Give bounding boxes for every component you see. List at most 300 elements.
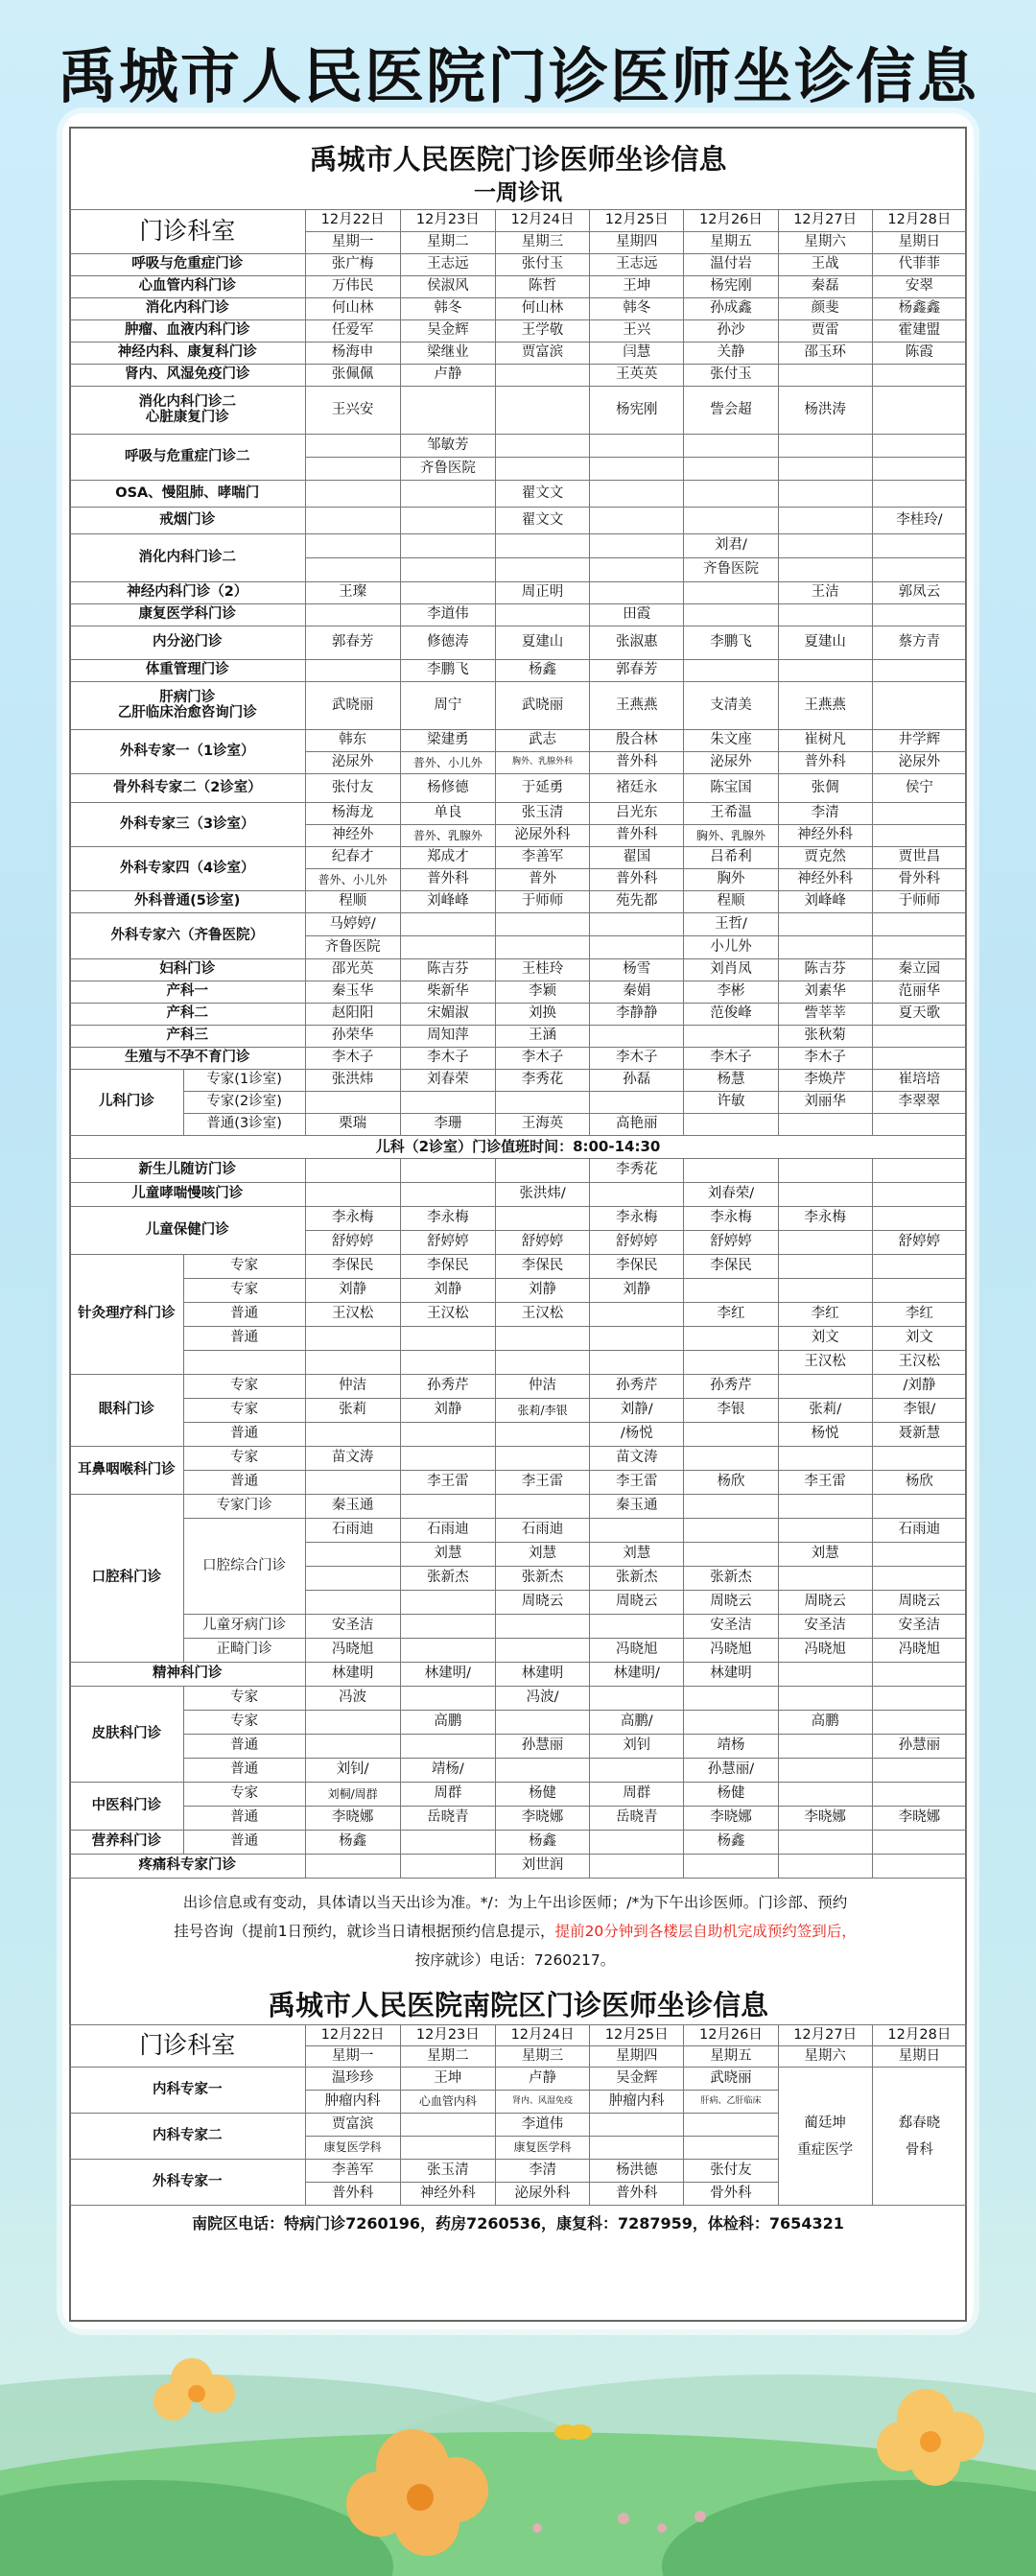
notice-line-2 — [79, 1917, 952, 1946]
doctor-cell: 霍建盟 — [872, 320, 966, 343]
doctor-cell: 冯晓旭 — [684, 1639, 778, 1663]
doctor-cell: 王涵 — [495, 1026, 589, 1048]
doctor-cell: 孙秀芹 — [400, 1375, 495, 1399]
doctor-cell: 夏建山 — [495, 626, 589, 660]
doctor-cell — [400, 1327, 495, 1351]
date-cell: 12月23日 — [400, 2025, 495, 2046]
weekday-cell: 星期五 — [684, 2046, 778, 2068]
doctor-cell — [872, 1831, 966, 1855]
doctor-cell: 王汉松 — [872, 1351, 966, 1375]
date-cell: 12月28日 — [872, 2025, 966, 2046]
doctor-cell: 邹敏芳 — [400, 435, 495, 458]
doctor-cell: 侯淑风 — [400, 276, 495, 298]
doctor-cell — [400, 534, 495, 558]
specialty-cell — [778, 558, 872, 582]
doctor-cell — [778, 1855, 872, 1879]
specialty-cell: 普外、乳腺外 — [400, 825, 495, 847]
doctor-cell — [872, 604, 966, 626]
dept-label: 肝病门诊 — [159, 690, 216, 706]
doctor-cell: 刘静/ — [590, 1399, 684, 1423]
doctor-cell: 张新杰 — [684, 1567, 778, 1591]
doctor-cell — [495, 387, 589, 435]
doctor-cell — [400, 913, 495, 936]
doctor-cell — [872, 1687, 966, 1711]
specialty-cell: 肿瘤内科 — [590, 2091, 684, 2114]
doctor-cell — [872, 1114, 966, 1136]
doctor-cell: 安圣洁 — [305, 1615, 400, 1639]
doctor-cell: 任爱军 — [305, 320, 400, 343]
date-cell: 12月27日 — [778, 210, 872, 232]
doctor-cell: 张广梅 — [305, 254, 400, 276]
specialty-cell: 泌尿外科 — [495, 825, 589, 847]
weekday-cell: 星期日 — [872, 2046, 966, 2068]
sat-cell — [778, 2068, 872, 2206]
doctor-cell: 柴新华 — [400, 981, 495, 1004]
doctor-cell — [590, 1687, 684, 1711]
doctor-cell: 杨健 — [495, 1783, 589, 1807]
doctor-cell — [872, 1447, 966, 1471]
dept-cell: 针灸理疗科门诊 — [70, 1255, 184, 1375]
doctor-cell — [778, 508, 872, 534]
doctor-cell: 蔡方青 — [872, 626, 966, 660]
doctor-cell — [684, 1327, 778, 1351]
doctor-cell — [590, 2114, 684, 2137]
doctor-cell: 梁继业 — [400, 343, 495, 365]
specialty-cell — [495, 458, 589, 481]
doctor-cell: 李木子 — [305, 1048, 400, 1070]
doctor-cell — [495, 1447, 589, 1471]
dept-cell: 中医科门诊 — [70, 1783, 184, 1831]
weekday-cell: 星期一 — [305, 232, 400, 254]
dept-label: 外科专家一（1诊室） — [119, 743, 255, 759]
dept-cell — [70, 435, 306, 481]
doctor-cell: 刘慧 — [590, 1543, 684, 1567]
doctor-cell: /刘静 — [872, 1375, 966, 1399]
specialty-cell — [684, 458, 778, 481]
dept-cell — [70, 298, 306, 320]
doctor-cell: 张付友 — [684, 2160, 778, 2183]
specialty-cell: 骨外科 — [872, 869, 966, 891]
specialty-cell — [872, 558, 966, 582]
doctor-cell — [590, 582, 684, 604]
notice-line-2b: 提前20分钟到各楼层自助机完成预约签到后， — [554, 1923, 857, 1940]
doctor-cell — [400, 1351, 495, 1375]
doctor-cell — [778, 1114, 872, 1136]
doctor-cell: 靖杨 — [684, 1735, 778, 1759]
specialty-cell — [872, 825, 966, 847]
date-cell: 12月25日 — [590, 2025, 684, 2046]
doctor-cell: 李保民 — [590, 1255, 684, 1279]
specialty-cell: 齐鲁医院 — [400, 458, 495, 481]
doctor-cell: 李永梅 — [400, 1207, 495, 1231]
doctor-cell: 吴金辉 — [590, 2068, 684, 2091]
sat-specialty: 重症医学 — [797, 2141, 854, 2158]
doctor-cell: 李红 — [778, 1303, 872, 1327]
specialty-cell: 舒婷婷 — [872, 1231, 966, 1255]
dept-label: 体重管理门诊 — [145, 662, 229, 678]
doctor-cell — [684, 1855, 778, 1879]
specialty-cell — [305, 458, 400, 481]
dept-cell — [70, 481, 306, 508]
doctor-cell — [872, 660, 966, 682]
specialty-cell: 齐鲁医院 — [305, 936, 400, 959]
butterfly-icon — [554, 2424, 592, 2440]
doctor-cell: 支清美 — [684, 682, 778, 730]
doctor-cell — [872, 365, 966, 387]
doctor-cell: 周晓云 — [684, 1591, 778, 1615]
doctor-cell: 王学敬 — [495, 320, 589, 343]
dept-cell — [70, 959, 306, 981]
doctor-cell: 武晓丽 — [684, 2068, 778, 2091]
dept-cell: 内科专家二 — [70, 2114, 306, 2160]
doctor-cell — [684, 1423, 778, 1447]
doctor-cell: 李永梅 — [590, 1207, 684, 1231]
doctor-cell: 王璨 — [305, 582, 400, 604]
doctor-cell: 安圣洁 — [778, 1615, 872, 1639]
dept-cell — [70, 847, 306, 891]
doctor-cell: 秦立园 — [872, 959, 966, 981]
doctor-cell — [305, 534, 400, 558]
doctor-cell: 翟文文 — [495, 481, 589, 508]
dept-label: 儿童保健门诊 — [145, 1221, 229, 1238]
doctor-cell: 王燕燕 — [778, 682, 872, 730]
doctor-cell: 赵阳阳 — [305, 1004, 400, 1026]
dept-label: 外科专家四（4诊室） — [119, 860, 255, 876]
weekday-cell: 星期四 — [590, 232, 684, 254]
doctor-cell: 李木子 — [400, 1048, 495, 1070]
doctor-cell — [400, 1447, 495, 1471]
doctor-cell: 刘慧 — [495, 1543, 589, 1567]
doctor-cell: 安圣洁 — [684, 1615, 778, 1639]
dept-cell: 眼科门诊 — [70, 1375, 184, 1447]
doctor-cell — [778, 1183, 872, 1207]
doctor-cell — [684, 1687, 778, 1711]
dept-cell — [70, 1207, 306, 1255]
doctor-cell: 冯晓旭 — [872, 1639, 966, 1663]
doctor-cell — [778, 913, 872, 936]
sun-cell — [872, 2068, 966, 2206]
dept-cell — [70, 774, 306, 803]
weekday-cell: 星期四 — [590, 2046, 684, 2068]
doctor-cell: 贾克然 — [778, 847, 872, 869]
sub-cell: 普通 — [183, 1423, 305, 1447]
doctor-cell: 刘君/ — [684, 534, 778, 558]
doctor-cell: 温付岩 — [684, 254, 778, 276]
main-schedule-table — [69, 209, 967, 1879]
doctor-cell — [684, 481, 778, 508]
doctor-cell: 杨鑫鑫 — [872, 298, 966, 320]
doctor-cell — [684, 1543, 778, 1567]
doctor-cell: 苑先都 — [590, 891, 684, 913]
doctor-cell: 田霞 — [590, 604, 684, 626]
doctor-cell: 张莉/ — [778, 1399, 872, 1423]
doctor-cell: 刘慧 — [778, 1543, 872, 1567]
doctor-cell — [778, 1759, 872, 1783]
doctor-cell: 李王雷 — [590, 1471, 684, 1495]
doctor-cell: 李焕芹 — [778, 1070, 872, 1092]
doctor-cell — [872, 387, 966, 435]
doctor-cell: 温珍珍 — [305, 2068, 400, 2091]
doctor-cell: 杨欣 — [872, 1471, 966, 1495]
doctor-cell — [872, 1783, 966, 1807]
sub-cell: 普通 — [183, 1303, 305, 1327]
doctor-cell — [590, 481, 684, 508]
dept-cell — [70, 803, 306, 847]
specialty-cell: 舒婷婷 — [684, 1231, 778, 1255]
doctor-cell: 孙慧丽/ — [684, 1759, 778, 1783]
doctor-cell — [872, 1026, 966, 1048]
doctor-cell — [778, 1447, 872, 1471]
doctor-cell — [305, 660, 400, 682]
doctor-cell: 秦娟 — [590, 981, 684, 1004]
weekday-cell: 星期三 — [495, 232, 589, 254]
specialty-cell — [495, 558, 589, 582]
doctor-cell: 孙荣华 — [305, 1026, 400, 1048]
dept-label: 内分泌门诊 — [153, 634, 223, 650]
doctor-cell: 刘桐/周群 — [305, 1783, 400, 1807]
doctor-cell: 代菲菲 — [872, 254, 966, 276]
doctor-cell: 李清 — [778, 803, 872, 825]
doctor-cell: 安翠 — [872, 276, 966, 298]
doctor-cell: 林建明/ — [590, 1663, 684, 1687]
doctor-cell: 翟文文 — [495, 508, 589, 534]
dept-cell: 新生儿随访门诊 — [70, 1159, 306, 1183]
doctor-cell: 张洪炜/ — [495, 1183, 589, 1207]
specialty-cell — [684, 2137, 778, 2160]
dept-cell: 营养科门诊 — [70, 1831, 184, 1855]
doctor-cell — [872, 913, 966, 936]
doctor-cell — [590, 508, 684, 534]
doctor-cell — [778, 481, 872, 508]
dept-label: OSA、慢阻肺、哮喘门 — [115, 484, 260, 501]
dept-cell — [70, 254, 306, 276]
doctor-cell — [495, 913, 589, 936]
specialty-cell — [590, 458, 684, 481]
doctor-cell — [495, 1207, 589, 1231]
sub-cell: 专家 — [183, 1687, 305, 1711]
doctor-cell: 王汉松 — [400, 1303, 495, 1327]
doctor-cell — [305, 1183, 400, 1207]
doctor-cell: 王战 — [778, 254, 872, 276]
doctor-cell: 李木子 — [495, 1048, 589, 1070]
doctor-cell — [778, 534, 872, 558]
doctor-cell — [778, 660, 872, 682]
page-title: 禹城市人民医院门诊医师坐诊信息 — [57, 41, 978, 111]
doctor-cell: 訾莘莘 — [778, 1004, 872, 1026]
doctor-cell: 陈吉芬 — [400, 959, 495, 981]
doctor-cell: 朱文座 — [684, 730, 778, 752]
doctor-cell — [590, 534, 684, 558]
doctor-cell: 武晓丽 — [305, 682, 400, 730]
doctor-cell: 李珊 — [400, 1114, 495, 1136]
doctor-cell: 李木子 — [590, 1048, 684, 1070]
doctor-cell: 卢静 — [495, 2068, 589, 2091]
doctor-cell — [305, 1735, 400, 1759]
doctor-cell: 张莉 — [305, 1399, 400, 1423]
schedule-frame — [69, 127, 967, 2322]
doctor-cell: 刘静 — [495, 1279, 589, 1303]
doctor-cell — [590, 913, 684, 936]
doctor-cell: 韩东 — [305, 730, 400, 752]
doctor-cell: 侯宁 — [872, 774, 966, 803]
south-phone: 南院区电话：特病门诊7260196，药房7260536，康复科：7287959，体检科：7654321 — [192, 2214, 844, 2233]
dept-cell — [70, 365, 306, 387]
specialty-cell: 肝病、乙肝临床 — [684, 2091, 778, 2114]
specialty-cell: 肿瘤内科 — [305, 2091, 400, 2114]
sub-cell: 普通(3诊室) — [183, 1114, 305, 1136]
doctor-cell — [778, 1735, 872, 1759]
doctor-cell: 贾世昌 — [872, 847, 966, 869]
doctor-cell: 刘慧 — [400, 1543, 495, 1567]
doctor-cell — [684, 435, 778, 458]
doctor-cell — [305, 1159, 400, 1183]
doctor-cell: 郭春芳 — [305, 626, 400, 660]
doctor-cell: 仲洁 — [495, 1375, 589, 1399]
doctor-cell: 李秀花 — [495, 1070, 589, 1092]
doctor-cell: 周宁 — [400, 682, 495, 730]
doctor-cell: 韩冬 — [400, 298, 495, 320]
doctor-cell: 张付玉 — [495, 254, 589, 276]
doctor-cell: 马婷婷/ — [305, 913, 400, 936]
doctor-cell: 杨宪刚 — [590, 387, 684, 435]
doctor-cell: 万伟民 — [305, 276, 400, 298]
specialty-cell — [495, 936, 589, 959]
ped-note: 儿科（2诊室）门诊值班时间：8:00-14:30 — [70, 1136, 967, 1159]
doctor-cell — [778, 1495, 872, 1519]
doctor-cell — [778, 1375, 872, 1399]
doctor-cell: 李红 — [872, 1303, 966, 1327]
specialty-cell: 泌尿外 — [684, 752, 778, 774]
doctor-cell: 程顺 — [305, 891, 400, 913]
dept-label: 产科三 — [166, 1028, 208, 1044]
doctor-cell — [495, 1639, 589, 1663]
doctor-cell: 何山林 — [305, 298, 400, 320]
specialty-cell — [400, 558, 495, 582]
specialty-cell: 舒婷婷 — [590, 1231, 684, 1255]
doctor-cell: 李永梅 — [778, 1207, 872, 1231]
doctor-cell — [778, 1783, 872, 1807]
doctor-cell: 杨鑫 — [495, 660, 589, 682]
dept-label: 康复医学科门诊 — [138, 606, 236, 623]
dept-label: 肿瘤、血液内科门诊 — [125, 322, 250, 339]
doctor-cell: 王汉松 — [305, 1303, 400, 1327]
doctor-cell — [684, 582, 778, 604]
doctor-cell: 程顺 — [684, 891, 778, 913]
doctor-cell: 杨鑫 — [684, 1831, 778, 1855]
specialty-cell: 普外 — [495, 869, 589, 891]
doctor-cell: 张付玉 — [684, 365, 778, 387]
dept-cell: 内科专家一 — [70, 2068, 306, 2114]
specialty-cell — [400, 2137, 495, 2160]
doctor-cell — [400, 508, 495, 534]
weekday-cell: 星期五 — [684, 232, 778, 254]
date-cell: 12月22日 — [305, 210, 400, 232]
doctor-cell: 孙磊 — [590, 1070, 684, 1092]
doctor-cell: 周晓云 — [778, 1591, 872, 1615]
doctor-cell: 周群 — [400, 1783, 495, 1807]
doctor-cell: 岳晓青 — [400, 1807, 495, 1831]
doctor-cell: 王海英 — [495, 1114, 589, 1136]
doctor-cell: 陈吉芬 — [778, 959, 872, 981]
doctor-cell — [684, 1519, 778, 1543]
dept-label: 生殖与不孕不育门诊 — [125, 1050, 250, 1066]
dept-cell — [70, 682, 306, 730]
sub-cell: 专家 — [183, 1279, 305, 1303]
doctor-cell: 王坤 — [400, 2068, 495, 2091]
doctor-cell: 李保民 — [305, 1255, 400, 1279]
doctor-cell: 李道伟 — [495, 2114, 589, 2137]
doctor-cell: 杨海申 — [305, 343, 400, 365]
doctor-cell: 周晓云 — [590, 1591, 684, 1615]
doctor-cell: 王坤 — [590, 276, 684, 298]
sub-cell: 普通 — [183, 1759, 305, 1783]
doctor-cell: 宋媚淑 — [400, 1004, 495, 1026]
doctor-cell: 杨雪 — [590, 959, 684, 981]
doctor-cell: 张新杰 — [400, 1567, 495, 1591]
doctor-cell: 张洪炜 — [305, 1070, 400, 1092]
doctor-cell: 刘文 — [872, 1327, 966, 1351]
doctor-cell — [400, 1735, 495, 1759]
doctor-cell: 崔树凡 — [778, 730, 872, 752]
doctor-cell — [778, 1663, 872, 1687]
dept-cell: 精神科门诊 — [70, 1663, 306, 1687]
doctor-cell: 陈宝国 — [684, 774, 778, 803]
doctor-cell: 林建明 — [495, 1663, 589, 1687]
doctor-cell: 李翠翠 — [872, 1092, 966, 1114]
doctor-cell — [305, 1471, 400, 1495]
doctor-cell: 高鹏/ — [590, 1711, 684, 1735]
date-cell: 12月26日 — [684, 2025, 778, 2046]
weekday-cell: 星期六 — [778, 232, 872, 254]
doctor-cell: 杨欣 — [684, 1471, 778, 1495]
doctor-cell: 张倜 — [778, 774, 872, 803]
doctor-cell: 刘春荣 — [400, 1070, 495, 1092]
dept-cell — [70, 508, 306, 534]
doctor-cell: 张付友 — [305, 774, 400, 803]
specialty-cell: 神经外科 — [778, 869, 872, 891]
specialty-cell: 舒婷婷 — [400, 1231, 495, 1255]
dept-label: 心血管内科门诊 — [138, 278, 236, 295]
doctor-cell — [305, 1543, 400, 1567]
dept-label: 外科专家六（齐鲁医院） — [110, 927, 264, 943]
dept-cell — [70, 604, 306, 626]
sub-cell — [183, 1351, 305, 1375]
specialty-cell: 普外科 — [778, 752, 872, 774]
doctor-cell — [778, 1519, 872, 1543]
doctor-cell — [590, 1615, 684, 1639]
notice — [79, 1888, 952, 1974]
doctor-cell: 李保民 — [495, 1255, 589, 1279]
doctor-cell: 杨健 — [684, 1783, 778, 1807]
weekday-cell: 星期一 — [305, 2046, 400, 2068]
doctor-cell: 杨洪涛 — [778, 387, 872, 435]
specialty-cell: 神经外科 — [400, 2183, 495, 2206]
doctor-cell: 冯波/ — [495, 1687, 589, 1711]
doctor-cell: 陈哲 — [495, 276, 589, 298]
doctor-cell: 李晓娜 — [872, 1807, 966, 1831]
doctor-cell: 秦玉通 — [305, 1495, 400, 1519]
dept-label-2: 乙肝临床治愈咨询门诊 — [117, 704, 257, 721]
doctor-cell — [495, 1351, 589, 1375]
doctor-cell: 颜斐 — [778, 298, 872, 320]
south-dept-header: 门诊科室 — [70, 2025, 306, 2068]
doctor-cell — [684, 604, 778, 626]
specialty-cell: 胸外 — [684, 869, 778, 891]
specialty-cell: 舒婷婷 — [305, 1231, 400, 1255]
specialty-cell — [872, 936, 966, 959]
doctor-cell — [684, 1026, 778, 1048]
notice-line-2a: 挂号咨询（提前1日预约，就诊当日请根据预约信息提示， — [174, 1923, 555, 1940]
